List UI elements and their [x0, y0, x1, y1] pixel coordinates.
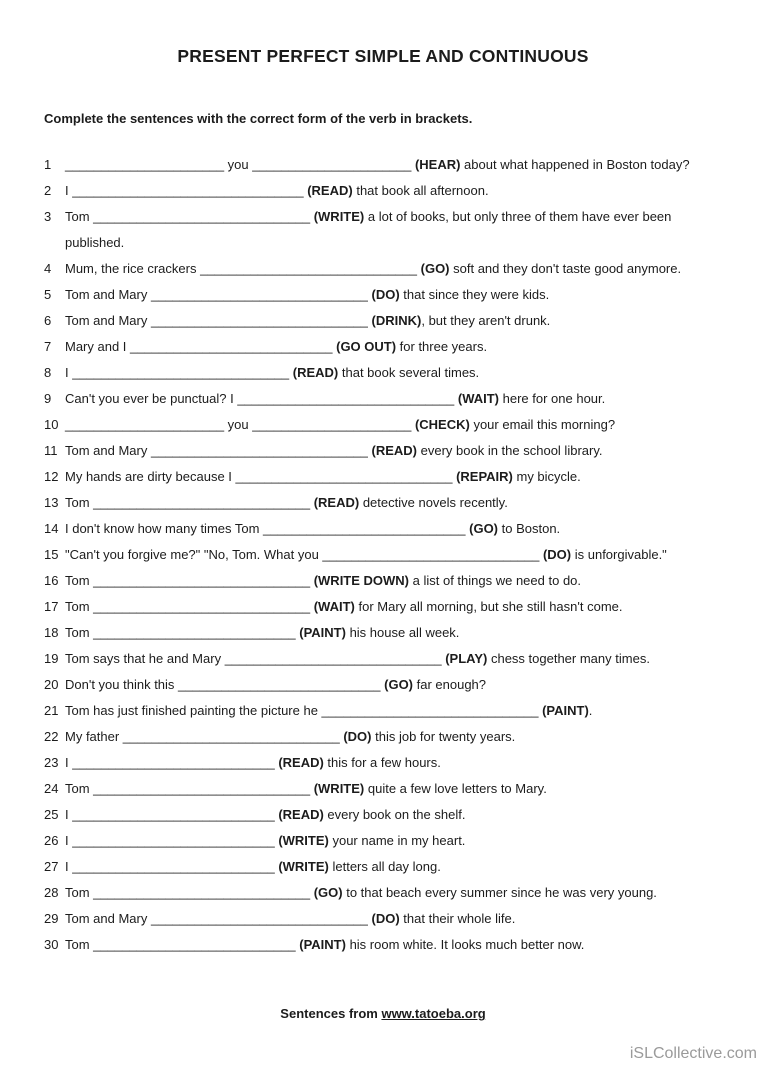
verb-hint: (READ): [278, 807, 324, 822]
exercise-item: [44, 386, 728, 412]
exercise-item: [44, 308, 728, 334]
verb-hint: (PAINT): [299, 937, 346, 952]
item-text: [65, 542, 728, 568]
item-number: 9: [44, 391, 52, 406]
text-segment: I: [65, 807, 73, 822]
text-segment: is unforgivable.": [571, 547, 667, 562]
exercise-item: [44, 724, 728, 750]
verb-hint: (GO): [469, 521, 499, 536]
answer-blank: ______________________________: [93, 599, 311, 614]
verb-hint: (DRINK): [371, 313, 422, 328]
verb-hint: (PLAY): [445, 651, 488, 666]
verb-hint: (GO): [384, 677, 414, 692]
exercise-item: [44, 854, 728, 880]
text-segment: about what happened in Boston today?: [460, 157, 690, 172]
answer-blank: ______________________________: [150, 443, 368, 458]
answer-blank: ______________________________: [321, 703, 539, 718]
exercise-item: [44, 802, 728, 828]
footer-text: Sentences from: [280, 1006, 382, 1021]
answer-blank: ______________________________: [200, 261, 417, 276]
instruction-text: Complete the sentences with the correct form of the verb in brackets.: [44, 111, 473, 126]
verb-hint: (DO): [371, 287, 400, 302]
item-number: 16: [44, 573, 59, 588]
item-text: [65, 412, 728, 438]
item-text: [65, 672, 728, 698]
exercise-item: [44, 542, 728, 568]
verb-hint: (HEAR): [414, 157, 461, 172]
answer-blank: ____________________________: [178, 677, 381, 692]
text-segment: Tom: [65, 885, 94, 900]
exercise-item-continuation: [44, 230, 728, 256]
item-text: published.: [65, 235, 125, 250]
item-number: 22: [44, 729, 59, 744]
exercise-item: [44, 568, 728, 594]
item-number: 23: [44, 755, 59, 770]
answer-blank: ______________________________: [150, 313, 368, 328]
text-segment: Mary and I: [65, 339, 131, 354]
text-segment: Tom: [65, 781, 94, 796]
answer-blank: ____________________________: [72, 807, 275, 822]
answer-blank: ______________________________: [93, 885, 311, 900]
item-text: [65, 906, 728, 932]
exercise-item: [44, 594, 728, 620]
text-segment: Tom and Mary: [65, 287, 151, 302]
text-segment: Don't you think this: [65, 677, 179, 692]
text-segment: far enough?: [413, 677, 487, 692]
text-segment: quite a few love letters to Mary.: [364, 781, 547, 796]
verb-hint: (PAINT): [542, 703, 589, 718]
text-segment: my bicycle.: [512, 469, 581, 484]
item-text: [65, 568, 728, 594]
item-number: 5: [44, 287, 52, 302]
text-segment: My hands are dirty because I: [65, 469, 236, 484]
item-number: 12: [44, 469, 59, 484]
verb-hint: (WRITE): [313, 781, 365, 796]
exercise-item: [44, 698, 728, 724]
item-number: 13: [44, 495, 59, 510]
item-text: [65, 178, 728, 204]
item-number: 21: [44, 703, 59, 718]
answer-blank: ______________________________: [235, 469, 453, 484]
item-text: [65, 698, 728, 724]
item-text: [65, 152, 728, 178]
exercise-item: [44, 152, 728, 178]
exercise-item: [44, 282, 728, 308]
text-segment: here for one hour.: [499, 391, 606, 406]
verb-hint: (WRITE DOWN): [313, 573, 410, 588]
verb-hint: (REPAIR): [456, 469, 513, 484]
item-text: [65, 256, 728, 282]
answer-blank: ______________________________: [122, 729, 340, 744]
exercise-item: [44, 776, 728, 802]
item-text: [65, 282, 728, 308]
item-number: 14: [44, 521, 59, 536]
answer-blank: ______________________________: [224, 651, 442, 666]
text-segment: Tom: [65, 573, 94, 588]
text-segment: Tom has just finished painting the picture he: [65, 703, 322, 718]
item-number: 28: [44, 885, 59, 900]
text-segment: you: [224, 417, 253, 432]
item-number: 26: [44, 833, 59, 848]
item-text: [65, 490, 728, 516]
verb-hint: (READ): [371, 443, 418, 458]
item-text: [65, 464, 728, 490]
item-text: [65, 880, 728, 906]
item-number: 18: [44, 625, 59, 640]
exercise-item: [44, 178, 728, 204]
exercise-item: [44, 412, 728, 438]
exercise-item: [44, 204, 728, 230]
text-segment: for Mary all morning, but she still hasn't come.: [354, 599, 623, 614]
item-text: [65, 594, 728, 620]
text-segment: that their whole life.: [399, 911, 516, 926]
text-segment: his room white. It looks much better now.: [345, 937, 585, 952]
text-segment: , but they aren't drunk.: [421, 313, 551, 328]
answer-blank: ______________________________: [322, 547, 540, 562]
verb-hint: (GO OUT): [336, 339, 397, 354]
text-segment: his house all week.: [345, 625, 460, 640]
text-segment: soft and they don't taste good anymore.: [449, 261, 682, 276]
text-segment: I: [65, 833, 73, 848]
text-segment: your email this morning?: [469, 417, 616, 432]
verb-hint: (PAINT): [299, 625, 346, 640]
item-text: [65, 438, 728, 464]
verb-hint: (DO): [343, 729, 372, 744]
exercise-item: [44, 490, 728, 516]
item-number: 24: [44, 781, 59, 796]
item-text: [65, 386, 728, 412]
text-segment: .: [588, 703, 593, 718]
exercise-item: [44, 646, 728, 672]
item-number: 11: [44, 443, 58, 458]
item-number: 4: [44, 261, 52, 276]
answer-blank: ____________________________: [263, 521, 466, 536]
answer-blank: ______________________________: [93, 781, 311, 796]
text-segment: this for a few hours.: [323, 755, 441, 770]
item-text: [65, 516, 728, 542]
item-number: 3: [44, 209, 52, 224]
item-number: 30: [44, 937, 59, 952]
item-number: [44, 230, 65, 256]
item-number: 7: [44, 339, 52, 354]
item-text: [65, 620, 728, 646]
verb-hint: (CHECK): [414, 417, 470, 432]
text-segment: Tom and Mary: [65, 313, 151, 328]
answer-blank: ______________________: [252, 157, 412, 172]
verb-hint: (GO): [313, 885, 343, 900]
exercise-item: [44, 360, 728, 386]
answer-blank: ______________________________: [237, 391, 455, 406]
text-segment: every book on the shelf.: [323, 807, 466, 822]
item-number: 19: [44, 651, 59, 666]
text-segment: to Boston.: [498, 521, 561, 536]
verb-hint: (WRITE): [278, 833, 329, 848]
verb-hint: (DO): [371, 911, 400, 926]
answer-blank: ____________________________: [93, 937, 296, 952]
answer-blank: ____________________________: [130, 339, 333, 354]
exercise-item: [44, 256, 728, 282]
item-text: [65, 334, 728, 360]
answer-blank: ______________________________: [72, 365, 290, 380]
item-number: 17: [44, 599, 59, 614]
text-segment: I: [65, 859, 73, 874]
text-segment: a lot of books, but only three of them have ever been: [364, 209, 672, 224]
item-number: 20: [44, 677, 59, 692]
exercise-item: [44, 516, 728, 542]
exercise-item: [44, 750, 728, 776]
text-segment: chess together many times.: [487, 651, 650, 666]
verb-hint: (READ): [292, 365, 339, 380]
answer-blank: ______________________: [252, 417, 412, 432]
text-segment: I don't know how many times Tom: [65, 521, 264, 536]
item-text: [65, 750, 728, 776]
answer-blank: ______________________: [65, 157, 225, 172]
item-number: 6: [44, 313, 52, 328]
verb-hint: (GO): [420, 261, 450, 276]
text-segment: Tom: [65, 625, 94, 640]
verb-hint: (READ): [313, 495, 360, 510]
item-number: 15: [44, 547, 59, 562]
text-segment: I: [65, 755, 73, 770]
item-number: 25: [44, 807, 59, 822]
answer-blank: ______________________________: [150, 911, 368, 926]
answer-blank: ______________________________: [150, 287, 368, 302]
item-text: [65, 776, 728, 802]
islcollective-watermark: iSLCollective.com: [629, 1045, 757, 1062]
text-segment: letters all day long.: [328, 859, 441, 874]
item-number: 10: [44, 417, 59, 432]
item-text: [65, 308, 728, 334]
exercise-item: [44, 880, 728, 906]
verb-hint: (DO): [542, 547, 572, 562]
answer-blank: ______________________: [65, 417, 225, 432]
text-segment: you: [224, 157, 253, 172]
text-segment: that book all afternoon.: [352, 183, 489, 198]
item-text: [65, 932, 728, 958]
exercise-item: [44, 438, 728, 464]
item-text: [65, 360, 728, 386]
item-number: 8: [44, 365, 52, 380]
item-text: [65, 646, 728, 672]
text-segment: to that beach every summer since he was very young.: [342, 885, 657, 900]
verb-hint: (WAIT): [457, 391, 500, 406]
verb-hint: (WRITE): [313, 209, 365, 224]
text-segment: Tom: [65, 599, 94, 614]
text-segment: I: [65, 365, 73, 380]
item-number: 2: [44, 183, 52, 198]
exercise-item: [44, 334, 728, 360]
text-segment: Tom and Mary: [65, 911, 151, 926]
text-segment: that book several times.: [338, 365, 480, 380]
exercise-item: [44, 828, 728, 854]
text-segment: "Can't you forgive me?" "No, Tom. What you: [65, 547, 323, 562]
text-segment: I: [65, 183, 73, 198]
exercise-item: [44, 464, 728, 490]
page-title: PRESENT PERFECT SIMPLE AND CONTINUOUS: [177, 46, 589, 66]
text-segment: Tom and Mary: [65, 443, 151, 458]
answer-blank: ______________________________: [93, 573, 311, 588]
answer-blank: ____________________________: [72, 755, 275, 770]
text-segment: that since they were kids.: [399, 287, 550, 302]
text-segment: Can't you ever be punctual? I: [65, 391, 238, 406]
answer-blank: ______________________________: [93, 209, 311, 224]
text-segment: for three years.: [396, 339, 488, 354]
text-segment: this job for twenty years.: [371, 729, 516, 744]
verb-hint: (WAIT): [313, 599, 355, 614]
item-text: [65, 204, 728, 230]
verb-hint: (READ): [307, 183, 353, 198]
exercise-item: [44, 620, 728, 646]
exercise-item: [44, 906, 728, 932]
item-text: [65, 802, 728, 828]
answer-blank: ________________________________: [72, 183, 304, 198]
item-number: 29: [44, 911, 59, 926]
text-segment: Tom says that he and Mary: [65, 651, 225, 666]
verb-hint: (READ): [278, 755, 324, 770]
item-number: 1: [44, 157, 52, 172]
text-segment: Tom: [65, 495, 94, 510]
item-text: [65, 828, 728, 854]
exercise-item: [44, 672, 728, 698]
answer-blank: ______________________________: [93, 495, 311, 510]
exercise-item: [44, 932, 728, 958]
text-segment: a list of things we need to do.: [409, 573, 582, 588]
item-number: 27: [44, 859, 59, 874]
answer-blank: ____________________________: [93, 625, 296, 640]
text-segment: Mum, the rice crackers: [65, 261, 201, 276]
answer-blank: ____________________________: [72, 833, 275, 848]
text-segment: every book in the school library.: [417, 443, 603, 458]
answer-blank: ____________________________: [72, 859, 275, 874]
text-segment: Tom: [65, 209, 94, 224]
tatoeba-link[interactable]: www.tatoeba.org: [381, 1006, 486, 1021]
text-segment: Tom: [65, 937, 94, 952]
item-text: [65, 724, 728, 750]
text-segment: My father: [65, 729, 123, 744]
item-text: [65, 854, 728, 880]
text-segment: detective novels recently.: [359, 495, 508, 510]
verb-hint: (WRITE): [278, 859, 329, 874]
exercise-list: [44, 152, 728, 958]
text-segment: your name in my heart.: [328, 833, 466, 848]
footer: [0, 1006, 766, 1021]
